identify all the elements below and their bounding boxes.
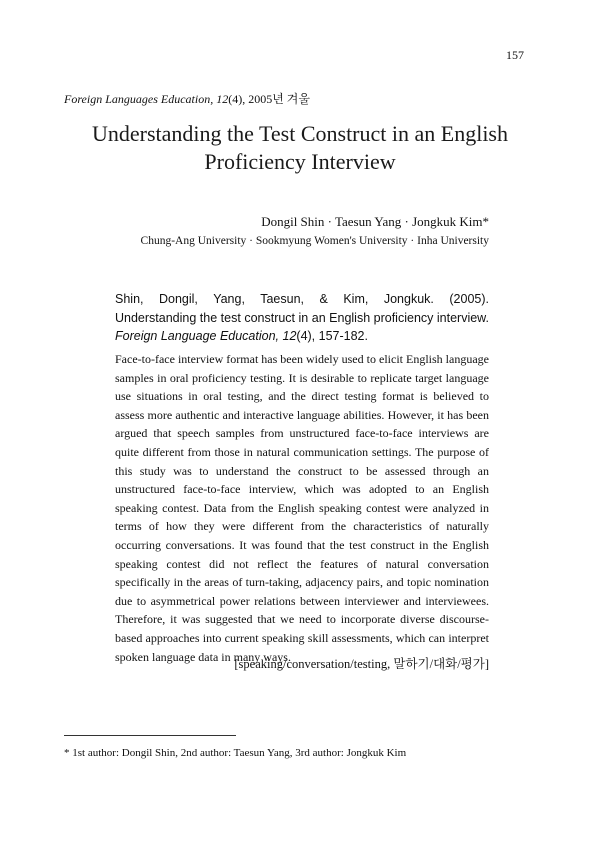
citation-journal: Foreign Language Education,	[115, 329, 280, 343]
keywords: [speaking/conversation/testing, 말하기/대화/평가]	[234, 657, 489, 671]
footnote: * 1st author: Dongil Shin, 2nd author: Taesun Yang, 3rd author: Jongkuk Kim	[64, 747, 407, 759]
citation-volume: 12	[282, 329, 297, 343]
page-number: 157	[506, 48, 524, 62]
citation-tail: (4), 157-182.	[296, 329, 368, 343]
affiliations: Chung-Ang University · Sookmyung Women's University · Inha University	[140, 235, 489, 247]
abstract: Face-to-face interview format has been widely used to elicit English language samples in oral proficiency testing. It is desirable to replicate target language use situations in oral testing, and the direct testing format is believed to assess more authentic and interactive language abilities. However, it has been argued that speech samples from unstructured face-to-face interviews are quite different from those in natural communication settings. The purpose of this study was to understand the construct to be assessed through an unstructured face-to-face interview, which was adopted to an English speaking contest. Data from the English speaking contest were analyzed in terms of how they were different from the characteristics of naturally occurring conversations. It was found that the test construct in the English speaking contest did not reflect the features of natural conversation specifically in the areas of turn-taking, adjacency pairs, and topic nomination due to asymmetrical power relations between interviewer and interviewees. Therefore, it was suggested that we need to incorporate diverse discourse-based approaches into current speaking skill assessments, which can interpret spoken language data in many ways.	[115, 352, 489, 664]
journal-name: Foreign Languages Education,	[64, 92, 214, 106]
journal-header	[64, 90, 310, 107]
citation-text: Shin, Dongil, Yang, Taesun, & Kim, Jongkuk. (2005). Understanding the test construct in an English proficiency interview.	[115, 292, 489, 325]
authors: Dongil Shin · Taesun Yang · Jongkuk Kim*	[261, 214, 489, 229]
journal-volume: 12	[216, 92, 229, 106]
journal-issue: (4), 2005년 겨울	[228, 92, 310, 106]
footnote-divider	[64, 735, 236, 736]
paper-title: Understanding the Test Construct in an English Proficiency Interview	[91, 121, 508, 174]
citation	[115, 290, 489, 346]
